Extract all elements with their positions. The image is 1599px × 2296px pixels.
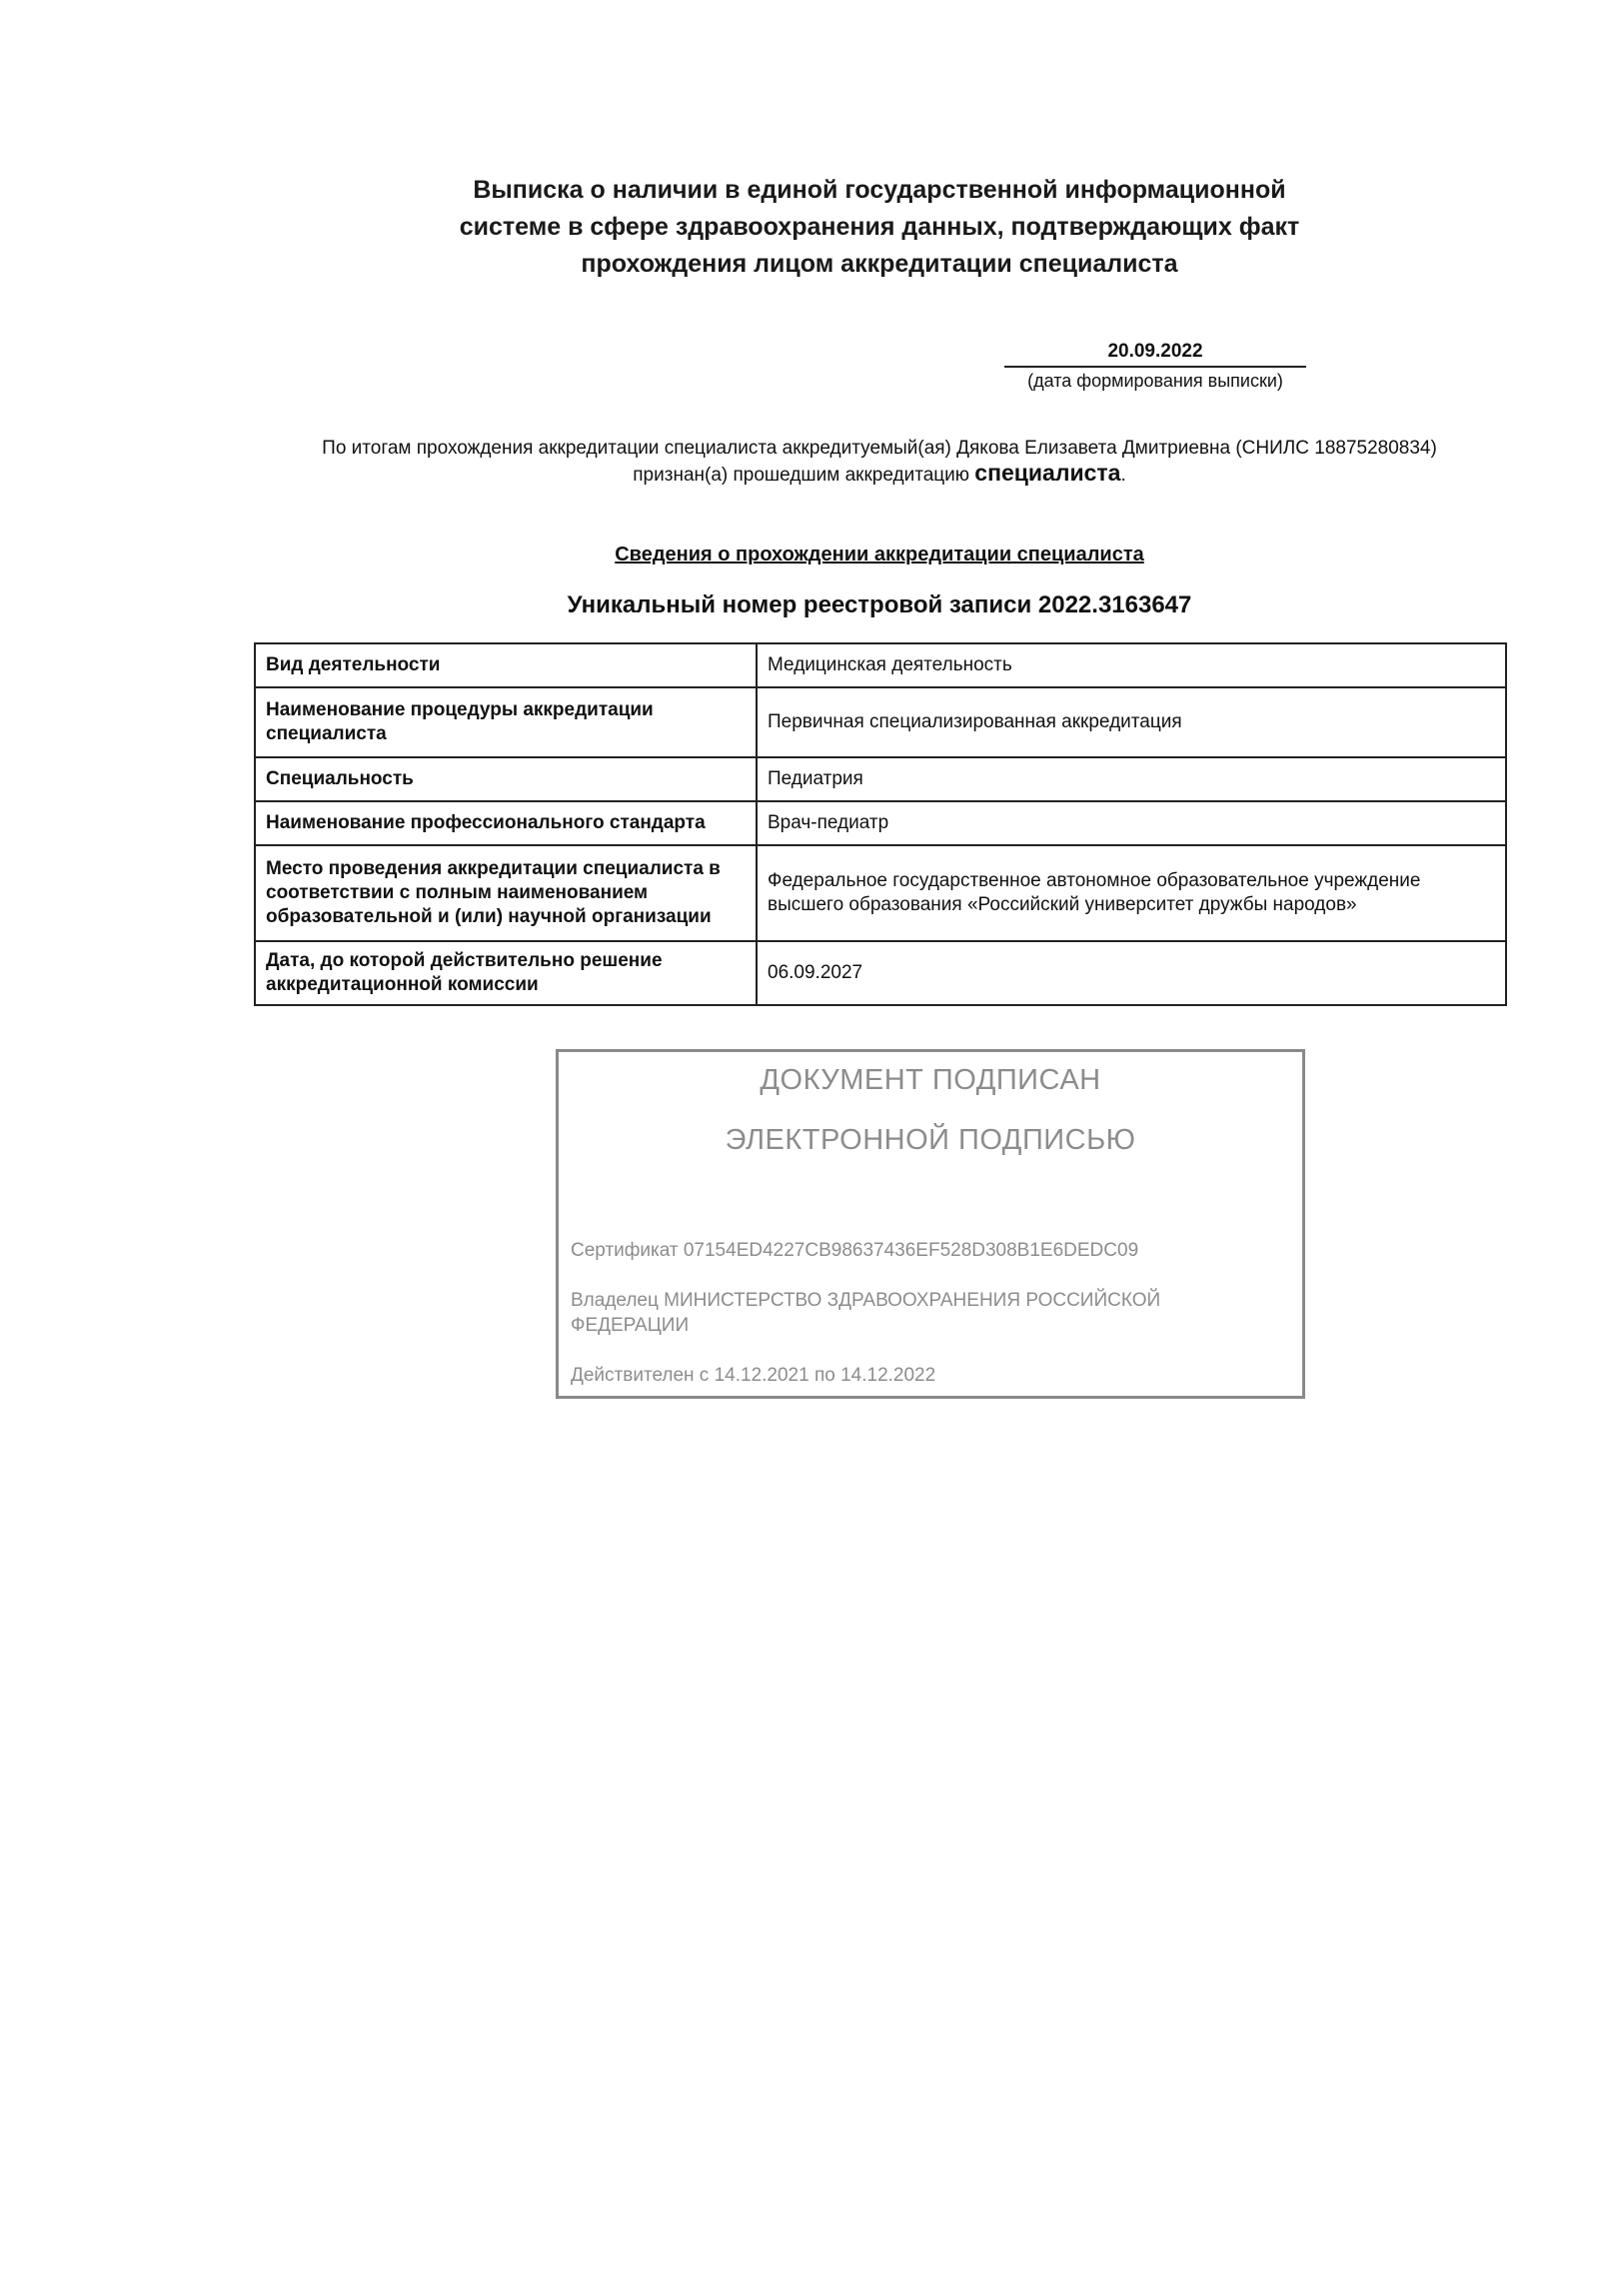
row-value: Педиатрия [757, 757, 1506, 801]
row-label: Вид деятельности [255, 643, 757, 687]
row-label: Наименование процедуры аккредитации специалиста [255, 687, 757, 757]
title-line: Выписка о наличии в единой государственной информационной [473, 176, 1286, 204]
stamp-title-line-1: ДОКУМЕНТ ПОДПИСАН [760, 1064, 1101, 1096]
intro-line-2 [240, 461, 1519, 488]
intro-paragraph [240, 436, 1519, 488]
row-label: Наименование профессионального стандарта [255, 801, 757, 845]
stamp-validity: Действителен с 14.12.2021 по 14.12.2022 [571, 1365, 936, 1386]
intro-line-2-prefix: признан(а) прошедшим аккредитацию [633, 465, 970, 486]
intro-line-2-suffix: . [1120, 465, 1126, 486]
stamp-owner: Владелец МИНИСТЕРСТВО ЗДРАВООХРАНЕНИЯ РОССИЙСКОЙ ФЕДЕРАЦИИ [571, 1290, 1161, 1336]
record-number: Уникальный номер реестровой записи 2022.3163647 [567, 591, 1192, 618]
row-value: Первичная специализированная аккредитация [757, 687, 1506, 757]
intro-line-2-emphasis: специалиста [974, 460, 1121, 486]
stamp-certificate: Сертификат 07154ED4227CB98637436EF528D308B1E6DEDC09 [571, 1240, 1139, 1261]
title-line: системе в сфере здравоохранения данных, подтверждающих факт [459, 213, 1300, 241]
formation-date-caption: (дата формирования выписки) [1027, 371, 1283, 391]
title-line: прохождения лицом аккредитации специалиста [581, 250, 1178, 278]
intro-line-1: По итогам прохождения аккредитации специалиста аккредитуемый(ая) Дякова Елизавета Дмитриевна (СНИЛС 18875280834) [322, 438, 1437, 459]
table-row [255, 941, 1506, 1005]
table-row [255, 801, 1506, 845]
accreditation-info-table [254, 642, 1507, 1006]
row-value: 06.09.2027 [757, 941, 1506, 1005]
stamp-title-line-2: ЭЛЕКТРОННОЙ ПОДПИСЬЮ [725, 1124, 1136, 1156]
table-row [255, 687, 1506, 757]
section-heading: Сведения о прохождении аккредитации специалиста [615, 544, 1144, 566]
table-row [255, 845, 1506, 941]
formation-date: 20.09.2022 [1004, 340, 1306, 368]
document-title [400, 172, 1359, 283]
row-value: Врач-педиатр [757, 801, 1506, 845]
row-label: Дата, до которой действительно решение аккредитационной комиссии [255, 941, 757, 1005]
row-value: Федеральное государственное автономное образовательное учреждение высшего образования «Российский университет дружбы народов» [757, 845, 1506, 941]
formation-date-block [1004, 340, 1306, 392]
table-row [255, 757, 1506, 801]
table-row [255, 643, 1506, 687]
row-label: Место проведения аккредитации специалиста в соответствии с полным наименованием образовательной и (или) научной организации [255, 845, 757, 941]
row-value: Медицинская деятельность [757, 643, 1506, 687]
electronic-signature-stamp [556, 1049, 1305, 1399]
row-label: Специальность [255, 757, 757, 801]
